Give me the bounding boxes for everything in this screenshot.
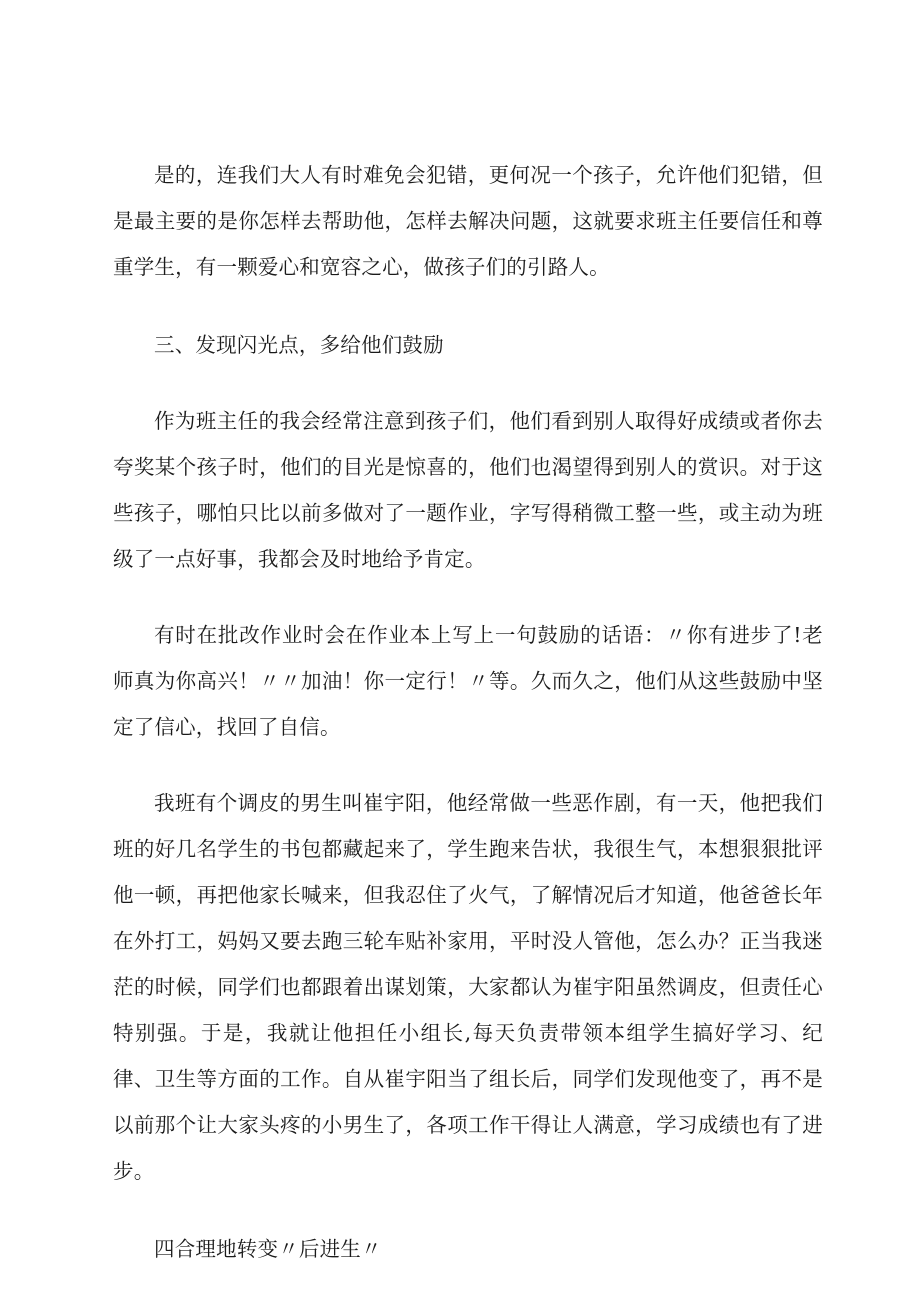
paragraph-encouragement: 作为班主任的我会经常注意到孩子们，他们看到别人取得好成绩或者你去夸奖某个孩子时，他们的目光是惊喜的，他们也渴望得到别人的赏识。对于这些孩子，哪怕只比以前多做对了一题作业，字写得稍微工整一些，或主动为班级了一点好事，我都会及时地给予肯定。 (113, 409, 823, 571)
paragraph-intro: 是的，连我们大人有时难免会犯错，更何况一个孩子，允许他们犯错，但是最主要的是你怎样去帮助他，怎样去解决问题，这就要求班主任要信任和尊重学生，有一颗爱心和宽容之心，做孩子们的引路人。 (113, 163, 823, 279)
paragraph-homework-praise: 有时在批改作业时会在作业本上写上一句鼓励的话语：〃你有进步了!老师真为你高兴！〃〃加油！你一定行！〃等。久而久之，他们从这些鼓励中坚定了信心，找回了自信。 (113, 623, 823, 739)
section-heading-four: 四合理地转变〃后进生〃 (154, 1237, 382, 1261)
document-body (113, 152, 823, 1272)
paragraph-student-story: 我班有个调皮的男生叫崔宇阳，他经常做一些恶作剧，有一天，他把我们班的好几名学生的书包都藏起来了，学生跑来告状，我很生气，本想狠狠批评他一顿，再把他家长喊来，但我忍住了火气，了解情况后才知道，他爸爸长年在外打工，妈妈又要去跑三轮车贴补家用，平时没人管他，怎么办？正当我迷茫的时候，同学们也都跟着出谋划策，大家都认为崔宇阳虽然调皮，但责任心特别强。于是，我就让他担任小组长,每天负责带领本组学生搞好学习、纪律、卫生等方面的工作。自从崔宇阳当了组长后，同学们发现他变了，再不是以前那个让大家头疼的小男生了，各项工作干得让人满意，学习成绩也有了进步。 (113, 791, 823, 1183)
section-heading-three: 三、发现闪光点，多给他们鼓励 (154, 333, 444, 357)
